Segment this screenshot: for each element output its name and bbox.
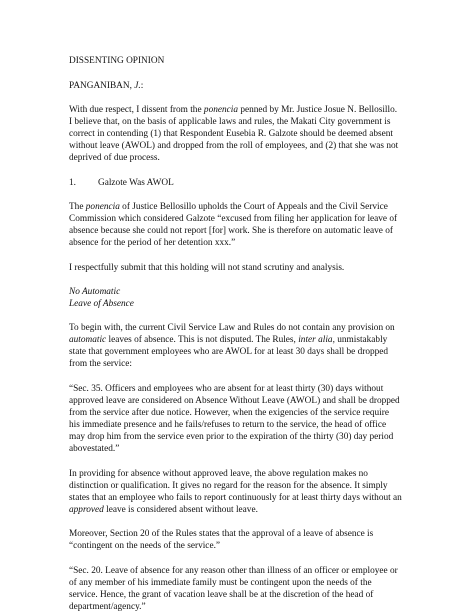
quote-2-line-2: of any member of his immediate family must be contingent upon the needs of the: [69, 578, 372, 588]
subheading-line-1: No Automatic: [69, 287, 121, 297]
text-run: leave is considered absent without leave.: [103, 505, 258, 515]
paragraph-4-line-1: In providing for absence without approved leave, the above regulation makes no: [69, 469, 368, 479]
intro-line-1: [69, 104, 397, 116]
paragraph-1-line-2: Commission which considered Galzote “excused from filing her application for leave of: [69, 214, 398, 224]
text-run: With due respect, I dissent from the: [69, 105, 204, 115]
text-run: penned by Mr. Justice Josue N. Bellosillo.: [238, 105, 398, 115]
paragraph-3-line-2: [69, 334, 387, 346]
text-run: unmistakably: [334, 335, 388, 345]
intro-line-2: I believe that, on the basis of applicable laws and rules, the Makati City government is: [69, 117, 391, 127]
intro-line-3: correct in contending (1) that Respondent Eusebia R. Galzote should be deemed absent: [69, 129, 394, 139]
paragraph-4-line-3: states that an employee who fails to report continuously for at least thirty days without an: [69, 493, 402, 503]
quote-1-line-5: may drop him from the service even prior to the expiration of the thirty (30) day period: [69, 432, 394, 442]
paragraph-3-line-1: To begin with, the current Civil Service Law and Rules do not contain any provision on: [69, 323, 395, 333]
emphasis-run: ponencia: [85, 202, 120, 212]
section-heading: [69, 177, 174, 189]
quote-1-line-2: approved leave are considered on Absence Without Leave (AWOL) and shall be dropped: [69, 396, 400, 406]
emphasis-run: inter alia,: [298, 335, 335, 345]
text-run: The: [69, 202, 86, 212]
quote-2-line-4: department/agency.”: [69, 602, 146, 612]
quote-2-line-1: “Sec. 20. Leave of absence for any reason other than illness of an officer or employee or: [69, 566, 398, 576]
quote-1-line-4: his immediate presence and he fails/refuses to return to the service, the head of office: [69, 420, 387, 430]
paragraph-1-line-1: [69, 201, 388, 213]
paragraph-1-line-3: absence because she could not report [for] work. She is therefore on automatic leave of: [69, 226, 393, 236]
paragraph-3-line-3: state that government employees who are AWOL for at least 30 days shall be dropped: [69, 347, 389, 357]
author-line: [69, 80, 143, 92]
quote-1-line-6: abovestated.”: [69, 444, 120, 454]
author-title: J.: [134, 81, 141, 91]
paragraph-5-line-2: “contingent on the needs of the service.”: [69, 541, 221, 551]
quote-1-line-3: from the service after due notice. However, when the exigencies of the service require: [69, 408, 389, 418]
intro-line-5: deprived of due process.: [69, 153, 160, 163]
author-name: PANGANIBAN,: [69, 81, 135, 91]
text-run: leaves of absence. This is not disputed. The Rules,: [106, 335, 299, 345]
paragraph-5-line-1: Moreover, Section 20 of the Rules states that the approval of a leave of absence is: [69, 529, 374, 539]
quote-1-line-1: “Sec. 35. Officers and employees who are absent for at least thirty (30) days without: [69, 384, 384, 394]
paragraph-3-line-4: from the service:: [69, 359, 132, 369]
text-run: of Justice Bellosillo upholds the Court of Appeals and the Civil Service: [119, 202, 388, 212]
section-number: 1.: [69, 178, 76, 188]
paragraph-4-line-4: [69, 504, 258, 516]
paragraph-2-line-1: I respectfully submit that this holding will not stand scrutiny and analysis.: [69, 263, 345, 273]
subheading-line-2: Leave of Absence: [69, 299, 134, 309]
emphasis-run: automatic: [69, 335, 107, 345]
section-title: Galzote Was AWOL: [98, 178, 174, 188]
quote-2-line-3: service. Hence, the grant of vacation leave shall be at the discretion of the head of: [69, 590, 374, 600]
emphasis-run: ponencia: [203, 105, 238, 115]
document-heading: DISSENTING OPINION: [69, 56, 165, 66]
author-colon: :: [140, 81, 144, 91]
intro-line-4: without leave (AWOL) and dropped from the roll of employees, and (2) that she was not: [69, 141, 399, 151]
paragraph-4-line-2: distinction or qualification. It gives no regard for the reason for the absence. It simply: [69, 481, 388, 491]
emphasis-run: approved: [69, 505, 104, 515]
paragraph-1-line-4: absence for the period of her detention xxx.”: [69, 238, 236, 248]
